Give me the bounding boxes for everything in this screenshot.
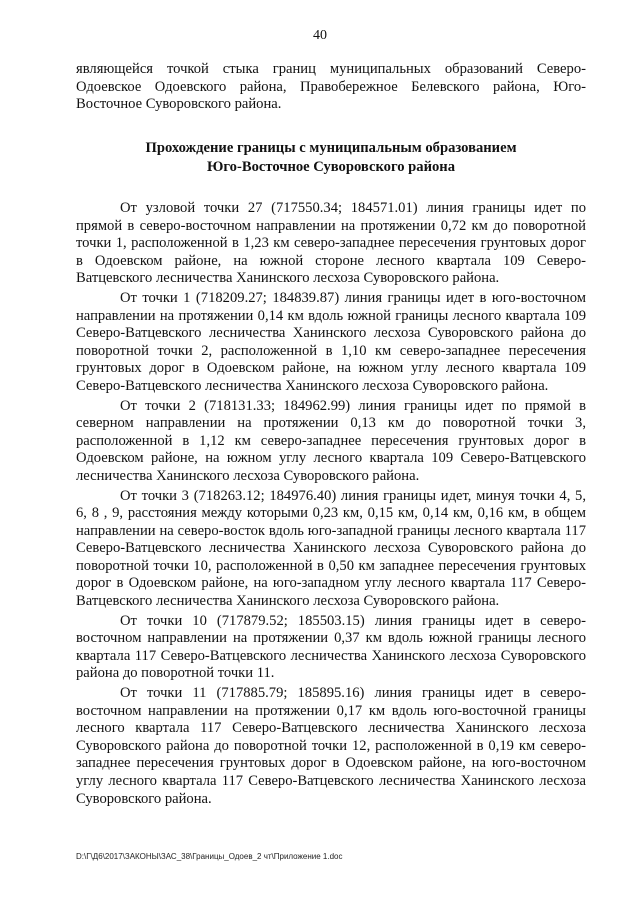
heading-line-1: Прохождение границы с муниципальным образованием: [145, 140, 517, 156]
paragraph-point-10: От точки 10 (717879.52; 185503.15) линия границы идет в северо-восточном направлении на протяжении 0,37 км вдоль южной границы лесного квартала 117 Северо-Ватцевского лесничества Ханинского лесхоза Суворовского района до поворотной точки 11.: [76, 612, 586, 682]
section-heading: [76, 139, 586, 177]
intro-paragraph: [76, 61, 586, 114]
intro-text: являющейся точкой стыка границ муниципальных образований Северо-Одоевское Одоевского района, Правобережное Белевского района, Юго-Восточное Суворовского района.: [76, 61, 586, 113]
paragraph-point-11: От точки 11 (717885.79; 185895.16) линия границы идет в северо-восточном направлении на протяжении 0,17 км вдоль юго-восточной границы лесного квартала 117 Северо-Ватцевского лесничества Ханинского лесхоза Суворовского района до поворотной точки 12, расположенной в 0,19 км северо-западнее пересечения грунтовых дорог в Одоевском районе, на юго-восточном углу лесного квартала 117 Северо-Ватцевского лесничества Ханинского лесхоза Суворовского района.: [76, 685, 586, 807]
paragraph-point-2: От точки 2 (718131.33; 184962.99) линия границы идет по прямой в северном направлении на протяжении 0,13 км до поворотной точки 3, расположенной в 1,12 км северо-западнее пересечения грунтовых дорог в Одоевском районе, на южном углу лесного квартала 109 Северо-Ватцевского лесничества Ханинского лесхоза Суворовского района.: [76, 397, 586, 484]
heading-line-2: Юго-Восточное Суворовского района: [206, 159, 455, 175]
paragraph-point-27: От узловой точки 27 (717550.34; 184571.01) линия границы идет по прямой в северо-восточном направлении на протяжении 0,72 км до поворотной точки 1, расположенной в 1,23 км северо-западнее пересечения грунтовых дорог в Одоевском районе, на южной стороне лесного квартала 109 Северо-Ватцевского лесничества Ханинского лесхоза Суворовского района.: [76, 200, 586, 287]
file-path-footer: D:\Г\Д6\2017\ЗАКОНЫ\ЗАС_38\Границы_Одоев_2 чт\Приложение 1.doc: [76, 852, 343, 861]
paragraph-point-3: От точки 3 (718263.12; 184976.40) линия границы идет, минуя точки 4, 5, 6, 8 , 9, расстояния между которыми 0,23 км, 0,15 км, 0,14 км, 0,16 км, в общем направлении на северо-восток вдоль юго-западной границы лесного квартала 117 Северо-Ватцевского лесничества Ханинского лесхоза Суворовского района до поворотной точки 10, расположенной в 0,50 км западнее пересечения грунтовых дорог в Одоевском районе, на юго-западном углу лесного квартала 117 Северо-Ватцевского лесничества Ханинского лесхоза Суворовского района.: [76, 487, 586, 610]
page-number: 40: [313, 28, 327, 43]
paragraph-point-1: От точки 1 (718209.27; 184839.87) линия границы идет в юго-восточном направлении на протяжении 0,14 км вдоль южной границы лесного квартала 109 Северо-Ватцевского лесничества Ханинского лесхоза Суворовского района до поворотной точки 2, расположенной в 1,10 км северо-западнее пересечения грунтовых дорог в Одоевском районе, на южном углу лесного квартала 109 Северо-Ватцевского лесничества Ханинского лесхоза Суворовского района.: [76, 289, 586, 394]
boundary-description: [76, 200, 586, 810]
